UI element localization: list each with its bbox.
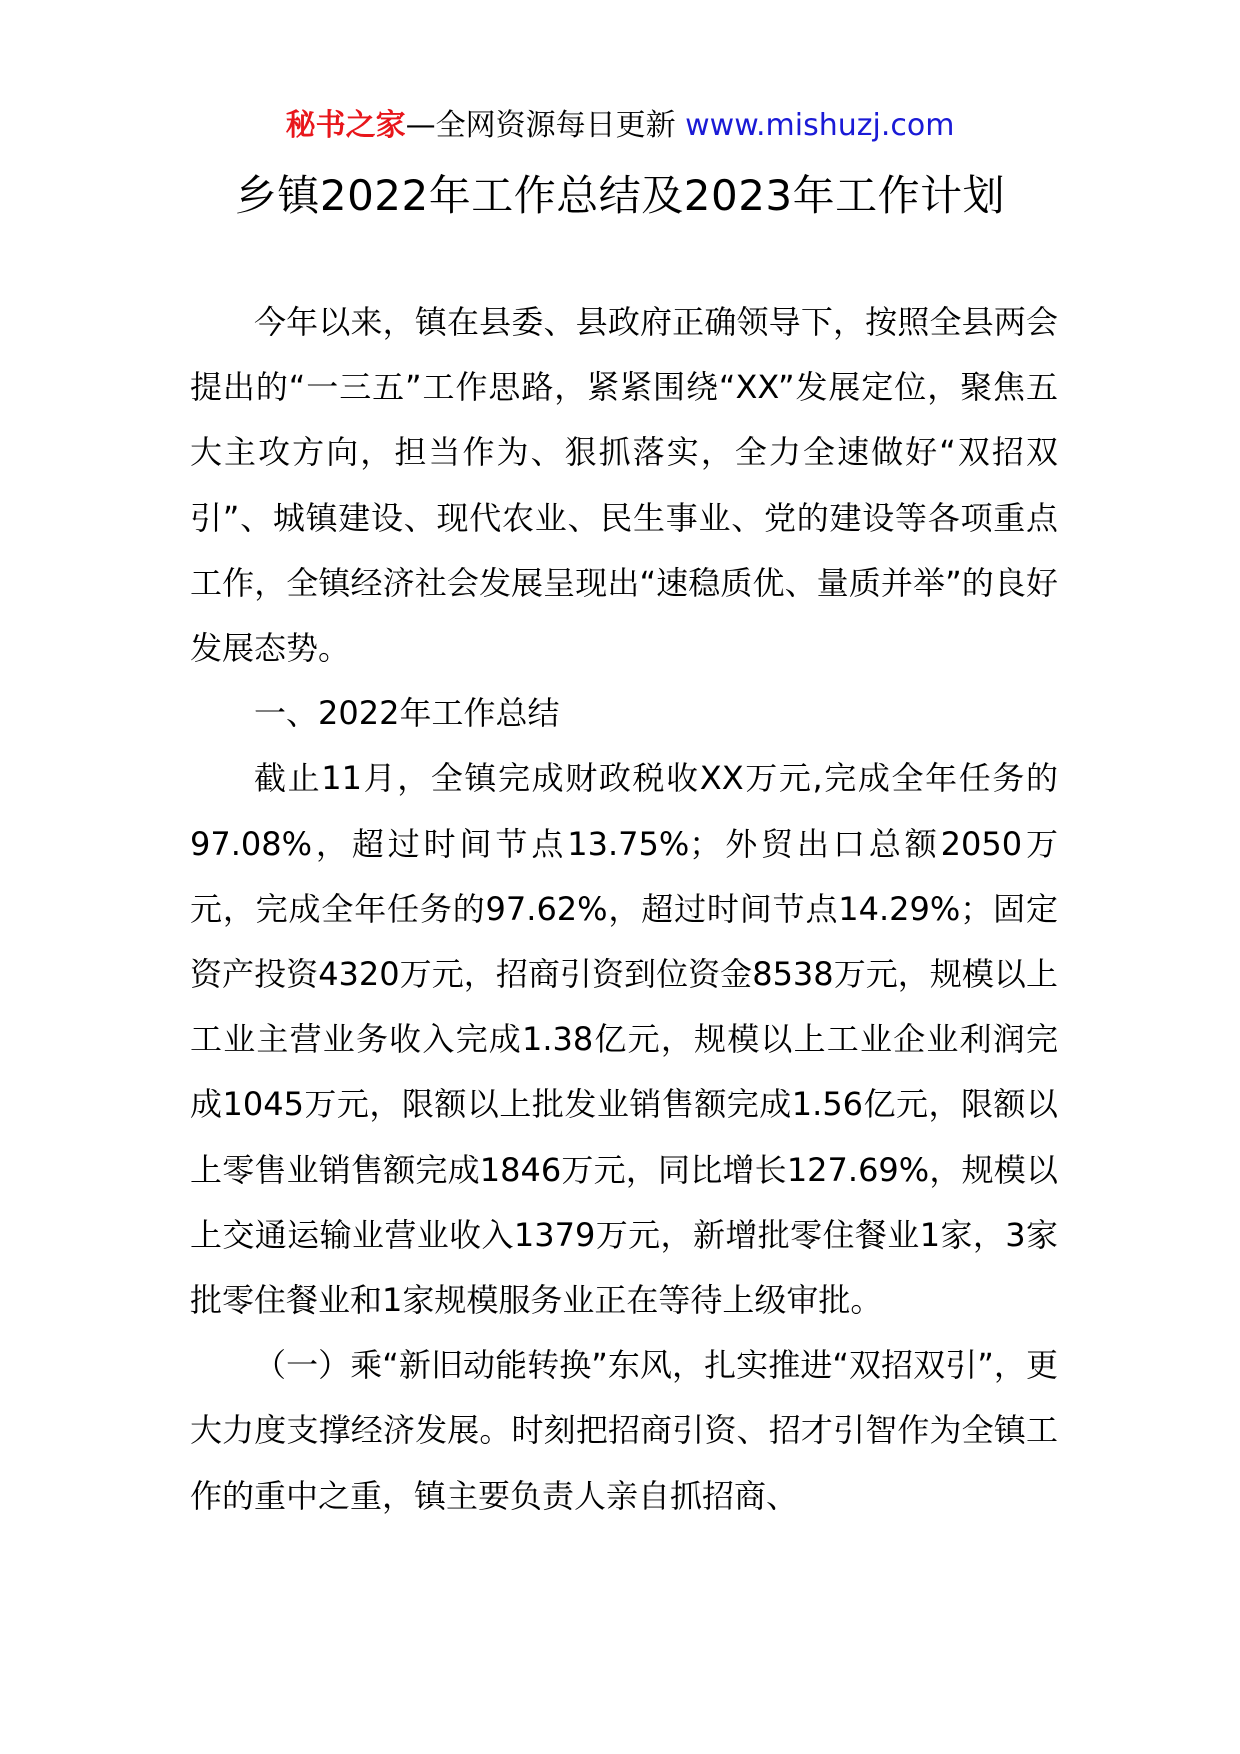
subsection-paragraph: （一）乘“新旧动能转换”东风，扎实推进“双招双引”，更大力度支撑经济发展。时刻把招商引资、招才引智作为全镇工作的重中之重，镇主要负责人亲自抓招商、 [190,1346,1058,1515]
brand-name: 秘书之家 [285,108,406,143]
summary-paragraph: 截止11月，全镇完成财政税收XX万元,完成全年任务的97.08%，超过时间节点13.75%；外贸出口总额2050万元，完成全年任务的97.62%，超过时间节点14.29%；固定资产投资4320万元，招商引资到位资金8538万元，规模以上工业主营业务收入完成1.38亿元，规模以上工业企业利润完成1045万元，限额以上批发业销售额完成1.56亿元，限额以上零售业销售额完成1846万元，同比增长127.69%，规模以上交通运输业营业收入1379万元，新增批零住餐业1家，3家批零住餐业和1家规模服务业正在等待上级审批。 [190,759,1058,1320]
section-heading: 一、2022年工作总结 [254,694,560,733]
banner-tagline: —全网资源每日更新 [405,108,686,143]
document-body [190,290,1058,1529]
site-banner [0,104,1240,148]
site-url: www.mishuzj.com [685,108,955,143]
document-title: 乡镇2022年工作总结及2023年工作计划 [234,171,1006,220]
intro-paragraph: 今年以来，镇在县委、县政府正确领导下，按照全县两会提出的“一三五”工作思路，紧紧围绕“XX”发展定位，聚焦五大主攻方向，担当作为、狠抓落实，全力全速做好“双招双引”、城镇建设、现代农业、民生事业、党的建设等各项重点工作，全镇经济社会发展呈现出“速稳质优、量质并举”的良好发展态势。 [190,303,1058,668]
